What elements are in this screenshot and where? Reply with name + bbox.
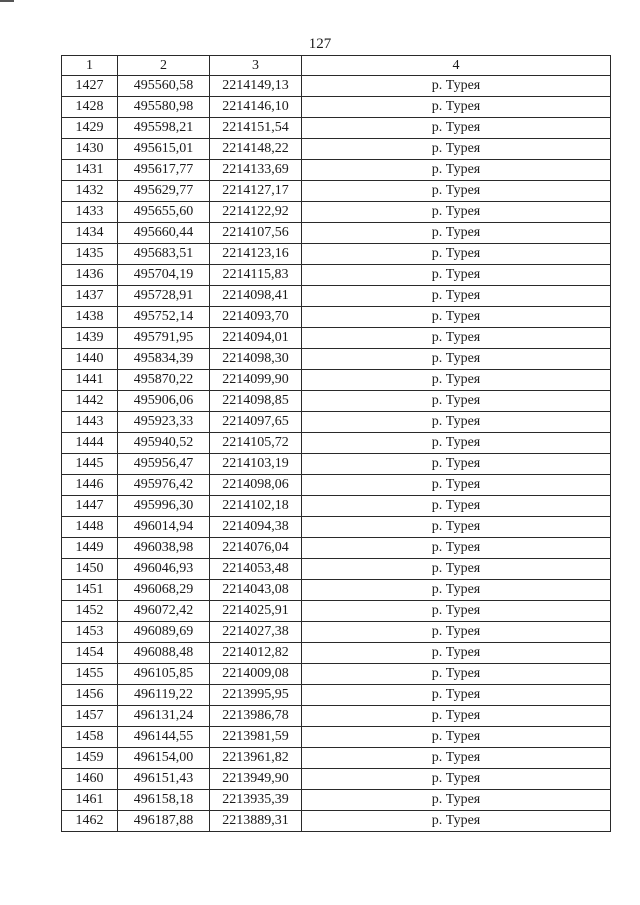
- description-cell: р. Турея: [302, 286, 611, 307]
- table-row: [62, 601, 611, 622]
- description-cell: р. Турея: [302, 76, 611, 97]
- description-cell: р. Турея: [302, 538, 611, 559]
- table-row: [62, 223, 611, 244]
- description-cell: р. Турея: [302, 370, 611, 391]
- column-header: 1: [62, 56, 118, 76]
- y-coordinate-cell: 2214149,13: [210, 76, 302, 97]
- x-coordinate-cell: 495728,91: [118, 286, 210, 307]
- y-coordinate-cell: 2214076,04: [210, 538, 302, 559]
- description-cell: р. Турея: [302, 748, 611, 769]
- x-coordinate-cell: 496154,00: [118, 748, 210, 769]
- y-coordinate-cell: 2213935,39: [210, 790, 302, 811]
- y-coordinate-cell: 2213981,59: [210, 727, 302, 748]
- table-row: [62, 811, 611, 832]
- y-coordinate-cell: 2214009,08: [210, 664, 302, 685]
- point-number-cell: 1427: [62, 76, 118, 97]
- table-row: [62, 706, 611, 727]
- table-row: [62, 97, 611, 118]
- x-coordinate-cell: 495655,60: [118, 202, 210, 223]
- x-coordinate-cell: 496158,18: [118, 790, 210, 811]
- column-header: 4: [302, 56, 611, 76]
- table-row: [62, 181, 611, 202]
- x-coordinate-cell: 496151,43: [118, 769, 210, 790]
- x-coordinate-cell: 495956,47: [118, 454, 210, 475]
- point-number-cell: 1456: [62, 685, 118, 706]
- y-coordinate-cell: 2214098,30: [210, 349, 302, 370]
- table-row: [62, 202, 611, 223]
- point-number-cell: 1450: [62, 559, 118, 580]
- table-row: [62, 307, 611, 328]
- table-row: [62, 328, 611, 349]
- x-coordinate-cell: 496046,93: [118, 559, 210, 580]
- y-coordinate-cell: 2214122,92: [210, 202, 302, 223]
- x-coordinate-cell: 495996,30: [118, 496, 210, 517]
- table-header-row: [62, 56, 611, 76]
- table-row: [62, 475, 611, 496]
- point-number-cell: 1428: [62, 97, 118, 118]
- description-cell: р. Турея: [302, 643, 611, 664]
- point-number-cell: 1448: [62, 517, 118, 538]
- y-coordinate-cell: 2214094,01: [210, 328, 302, 349]
- x-coordinate-cell: 495560,58: [118, 76, 210, 97]
- point-number-cell: 1439: [62, 328, 118, 349]
- description-cell: р. Турея: [302, 118, 611, 139]
- table-row: [62, 244, 611, 265]
- y-coordinate-cell: 2214027,38: [210, 622, 302, 643]
- description-cell: р. Турея: [302, 580, 611, 601]
- y-coordinate-cell: 2214099,90: [210, 370, 302, 391]
- point-number-cell: 1452: [62, 601, 118, 622]
- x-coordinate-cell: 495940,52: [118, 433, 210, 454]
- point-number-cell: 1433: [62, 202, 118, 223]
- x-coordinate-cell: 495870,22: [118, 370, 210, 391]
- table-row: [62, 517, 611, 538]
- table-row: [62, 496, 611, 517]
- y-coordinate-cell: 2213995,95: [210, 685, 302, 706]
- y-coordinate-cell: 2213961,82: [210, 748, 302, 769]
- point-number-cell: 1460: [62, 769, 118, 790]
- y-coordinate-cell: 2214123,16: [210, 244, 302, 265]
- x-coordinate-cell: 496105,85: [118, 664, 210, 685]
- x-coordinate-cell: 496144,55: [118, 727, 210, 748]
- description-cell: р. Турея: [302, 391, 611, 412]
- y-coordinate-cell: 2214151,54: [210, 118, 302, 139]
- description-cell: р. Турея: [302, 706, 611, 727]
- table-row: [62, 790, 611, 811]
- description-cell: р. Турея: [302, 328, 611, 349]
- point-number-cell: 1432: [62, 181, 118, 202]
- point-number-cell: 1443: [62, 412, 118, 433]
- table-row: [62, 580, 611, 601]
- x-coordinate-cell: 496072,42: [118, 601, 210, 622]
- description-cell: р. Турея: [302, 685, 611, 706]
- point-number-cell: 1440: [62, 349, 118, 370]
- table-row: [62, 349, 611, 370]
- y-coordinate-cell: 2213949,90: [210, 769, 302, 790]
- table-row: [62, 433, 611, 454]
- description-cell: р. Турея: [302, 601, 611, 622]
- description-cell: р. Турея: [302, 412, 611, 433]
- table-row: [62, 454, 611, 475]
- point-number-cell: 1451: [62, 580, 118, 601]
- x-coordinate-cell: 495617,77: [118, 160, 210, 181]
- point-number-cell: 1436: [62, 265, 118, 286]
- description-cell: р. Турея: [302, 496, 611, 517]
- y-coordinate-cell: 2214103,19: [210, 454, 302, 475]
- description-cell: р. Турея: [302, 790, 611, 811]
- x-coordinate-cell: 496131,24: [118, 706, 210, 727]
- x-coordinate-cell: 496089,69: [118, 622, 210, 643]
- table-row: [62, 118, 611, 139]
- y-coordinate-cell: 2214107,56: [210, 223, 302, 244]
- description-cell: р. Турея: [302, 559, 611, 580]
- point-number-cell: 1447: [62, 496, 118, 517]
- table-row: [62, 748, 611, 769]
- point-number-cell: 1430: [62, 139, 118, 160]
- point-number-cell: 1431: [62, 160, 118, 181]
- y-coordinate-cell: 2214115,83: [210, 265, 302, 286]
- x-coordinate-cell: 495791,95: [118, 328, 210, 349]
- point-number-cell: 1454: [62, 643, 118, 664]
- y-coordinate-cell: 2214093,70: [210, 307, 302, 328]
- table-body: [62, 76, 611, 832]
- description-cell: р. Турея: [302, 622, 611, 643]
- y-coordinate-cell: 2214105,72: [210, 433, 302, 454]
- description-cell: р. Турея: [302, 517, 611, 538]
- table-row: [62, 538, 611, 559]
- scan-corner-mark: [0, 0, 14, 2]
- table-row: [62, 286, 611, 307]
- table-row: [62, 76, 611, 97]
- description-cell: р. Турея: [302, 97, 611, 118]
- point-number-cell: 1453: [62, 622, 118, 643]
- point-number-cell: 1442: [62, 391, 118, 412]
- x-coordinate-cell: 495580,98: [118, 97, 210, 118]
- description-cell: р. Турея: [302, 349, 611, 370]
- description-cell: р. Турея: [302, 811, 611, 832]
- description-cell: р. Турея: [302, 664, 611, 685]
- description-cell: р. Турея: [302, 769, 611, 790]
- table-row: [62, 727, 611, 748]
- x-coordinate-cell: 496088,48: [118, 643, 210, 664]
- x-coordinate-cell: 496187,88: [118, 811, 210, 832]
- description-cell: р. Турея: [302, 202, 611, 223]
- table-row: [62, 370, 611, 391]
- x-coordinate-cell: 495615,01: [118, 139, 210, 160]
- x-coordinate-cell: 495752,14: [118, 307, 210, 328]
- y-coordinate-cell: 2214094,38: [210, 517, 302, 538]
- point-number-cell: 1437: [62, 286, 118, 307]
- y-coordinate-cell: 2214025,91: [210, 601, 302, 622]
- point-number-cell: 1461: [62, 790, 118, 811]
- table-row: [62, 391, 611, 412]
- point-number-cell: 1458: [62, 727, 118, 748]
- point-number-cell: 1445: [62, 454, 118, 475]
- description-cell: р. Турея: [302, 181, 611, 202]
- point-number-cell: 1455: [62, 664, 118, 685]
- column-header: 2: [118, 56, 210, 76]
- point-number-cell: 1449: [62, 538, 118, 559]
- y-coordinate-cell: 2213889,31: [210, 811, 302, 832]
- y-coordinate-cell: 2214098,06: [210, 475, 302, 496]
- description-cell: р. Турея: [302, 307, 611, 328]
- table-row: [62, 139, 611, 160]
- description-cell: р. Турея: [302, 160, 611, 181]
- y-coordinate-cell: 2214097,65: [210, 412, 302, 433]
- table-row: [62, 559, 611, 580]
- table-row: [62, 664, 611, 685]
- x-coordinate-cell: 495906,06: [118, 391, 210, 412]
- y-coordinate-cell: 2214102,18: [210, 496, 302, 517]
- table-row: [62, 622, 611, 643]
- point-number-cell: 1434: [62, 223, 118, 244]
- y-coordinate-cell: 2214146,10: [210, 97, 302, 118]
- description-cell: р. Турея: [302, 727, 611, 748]
- description-cell: р. Турея: [302, 454, 611, 475]
- x-coordinate-cell: 495976,42: [118, 475, 210, 496]
- y-coordinate-cell: 2214043,08: [210, 580, 302, 601]
- x-coordinate-cell: 495834,39: [118, 349, 210, 370]
- table-row: [62, 160, 611, 181]
- point-number-cell: 1435: [62, 244, 118, 265]
- description-cell: р. Турея: [302, 139, 611, 160]
- description-cell: р. Турея: [302, 475, 611, 496]
- y-coordinate-cell: 2213986,78: [210, 706, 302, 727]
- x-coordinate-cell: 495629,77: [118, 181, 210, 202]
- point-number-cell: 1429: [62, 118, 118, 139]
- page-number: 127: [308, 36, 332, 52]
- table-row: [62, 643, 611, 664]
- point-number-cell: 1441: [62, 370, 118, 391]
- column-header: 3: [210, 56, 302, 76]
- point-number-cell: 1444: [62, 433, 118, 454]
- point-number-cell: 1462: [62, 811, 118, 832]
- coordinates-table: [61, 55, 611, 832]
- point-number-cell: 1457: [62, 706, 118, 727]
- x-coordinate-cell: 496068,29: [118, 580, 210, 601]
- y-coordinate-cell: 2214133,69: [210, 160, 302, 181]
- x-coordinate-cell: 495704,19: [118, 265, 210, 286]
- point-number-cell: 1438: [62, 307, 118, 328]
- description-cell: р. Турея: [302, 433, 611, 454]
- y-coordinate-cell: 2214127,17: [210, 181, 302, 202]
- x-coordinate-cell: 496014,94: [118, 517, 210, 538]
- description-cell: р. Турея: [302, 244, 611, 265]
- description-cell: р. Турея: [302, 265, 611, 286]
- y-coordinate-cell: 2214148,22: [210, 139, 302, 160]
- x-coordinate-cell: 496119,22: [118, 685, 210, 706]
- table-row: [62, 685, 611, 706]
- table-row: [62, 265, 611, 286]
- x-coordinate-cell: 496038,98: [118, 538, 210, 559]
- x-coordinate-cell: 495923,33: [118, 412, 210, 433]
- y-coordinate-cell: 2214012,82: [210, 643, 302, 664]
- table-row: [62, 412, 611, 433]
- x-coordinate-cell: 495598,21: [118, 118, 210, 139]
- table-row: [62, 769, 611, 790]
- point-number-cell: 1459: [62, 748, 118, 769]
- x-coordinate-cell: 495683,51: [118, 244, 210, 265]
- point-number-cell: 1446: [62, 475, 118, 496]
- x-coordinate-cell: 495660,44: [118, 223, 210, 244]
- y-coordinate-cell: 2214053,48: [210, 559, 302, 580]
- description-cell: р. Турея: [302, 223, 611, 244]
- y-coordinate-cell: 2214098,85: [210, 391, 302, 412]
- y-coordinate-cell: 2214098,41: [210, 286, 302, 307]
